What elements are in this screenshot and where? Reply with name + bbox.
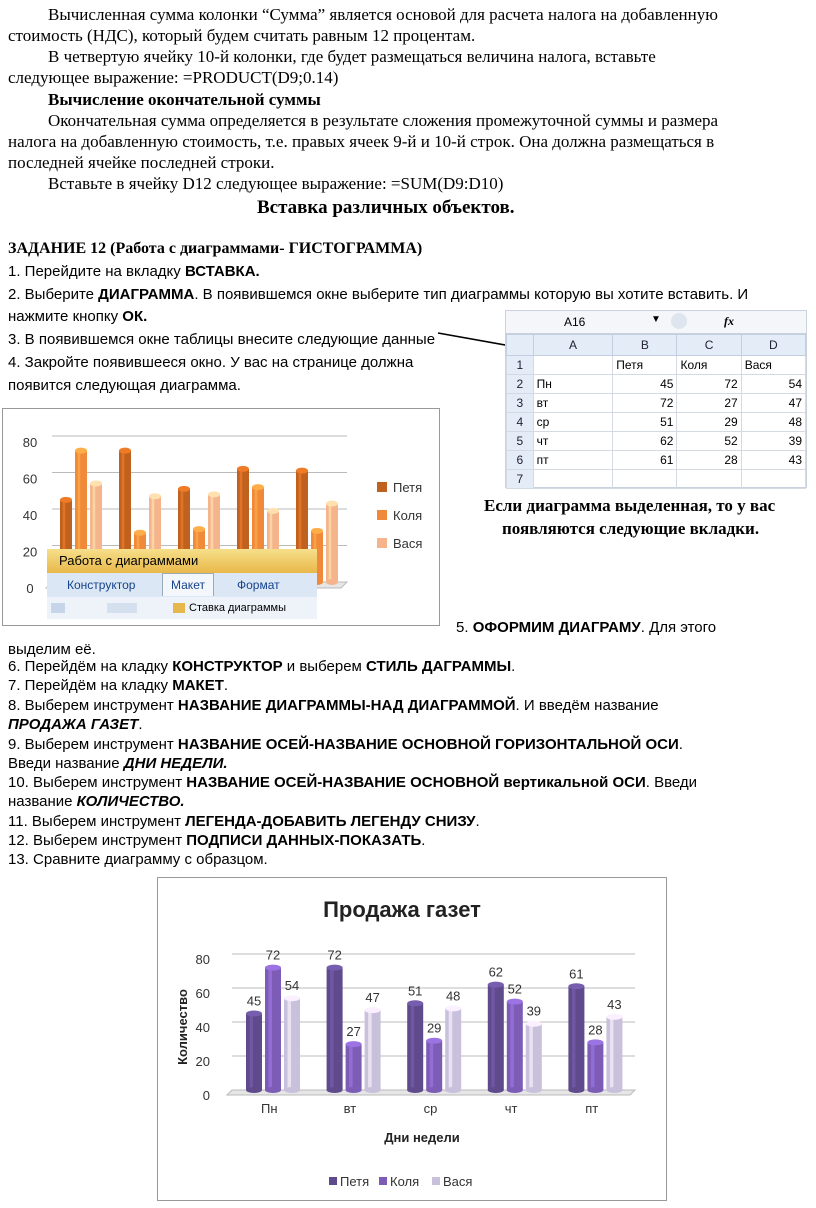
table-cell[interactable]: 28	[677, 451, 741, 470]
table-cell[interactable]: 72	[613, 394, 677, 413]
para-sum: Вставьте в ячейку D12 следующее выражение: =SUM(D9:D10)	[48, 174, 504, 193]
spreadsheet-grid	[506, 334, 806, 489]
table-cell[interactable]: Коля	[677, 356, 741, 375]
y-tick-label: 0	[202, 1088, 210, 1103]
section-title: Вставка различных объектов.	[257, 197, 515, 218]
row-header[interactable]: 4	[507, 413, 534, 432]
step-5-num: 5.	[456, 619, 473, 636]
data-label: 47	[365, 990, 380, 1006]
tab-konstruktor[interactable]: Конструктор	[67, 578, 136, 592]
bar-Коля-Пн	[265, 965, 281, 1093]
chart-tools-ribbon	[47, 549, 317, 619]
heading-final-sum: Вычисление окончательной суммы	[48, 90, 321, 109]
x-tick-label: вт	[343, 1101, 357, 1116]
data-label: 45	[246, 993, 262, 1009]
step-7-text: 7. Перейдём на кладку	[8, 677, 173, 694]
legend-swatch	[377, 482, 387, 492]
step-11-text: 11. Выберем инструмент	[8, 813, 186, 830]
step-10-line2	[8, 791, 185, 813]
step-2	[8, 284, 813, 306]
para-product	[48, 46, 656, 67]
step-8-bi: ПРОДАЖА ГАЗЕТ	[8, 716, 139, 733]
step-7	[8, 675, 228, 697]
step-2-post: . В появившемся окне выберите тип диаграммы которую вы хотите вставить. И	[194, 286, 749, 303]
bar-Петя-ср	[407, 1000, 423, 1093]
column-header[interactable]: D	[741, 335, 805, 356]
legend-label: Коля	[393, 508, 423, 523]
step-3: 3. В появившемся окне таблицы внесите следующие данные	[8, 331, 436, 348]
table-cell[interactable]: 43	[741, 451, 805, 470]
table-cell[interactable]: чт	[533, 432, 613, 451]
table-row	[507, 432, 806, 451]
step-9-text: 9. Выберем инструмент	[8, 736, 178, 753]
ribbon-tool-icon	[51, 603, 65, 613]
step-10-bi: КОЛИЧЕСТВО.	[76, 793, 185, 810]
bar-Коля-чт	[507, 999, 523, 1093]
y-tick-label: 40	[22, 508, 38, 523]
para-product-line1: В четвертую ячейку 10-й колонки, где будет размещаться величина налога, вставьте	[48, 47, 656, 66]
y-tick-label: 40	[195, 1020, 210, 1035]
y-tick-label: 60	[22, 471, 38, 487]
data-label: 27	[346, 1024, 361, 1040]
data-label: 43	[607, 996, 622, 1012]
table-cell[interactable]: вт	[533, 394, 613, 413]
step-6-text: 6. Перейдём на кладку	[8, 658, 173, 675]
step-10-line2-text: название	[8, 793, 77, 810]
step-7-post: .	[223, 677, 229, 694]
ribbon-tool-icon-2	[107, 603, 137, 613]
table-cell[interactable]: Вася	[741, 356, 805, 375]
legend-swatch	[379, 1177, 387, 1185]
x-axis-title: Дни недели	[384, 1130, 460, 1145]
data-label: 28	[588, 1022, 603, 1038]
x-tick-label: чт	[504, 1101, 518, 1116]
legend-swatch	[432, 1177, 440, 1185]
data-label: 72	[327, 947, 342, 963]
step-9-line2-text: Введи название	[8, 755, 124, 772]
step-2-text: 2. Выберите	[8, 286, 99, 303]
step-2-line2-text: нажмите кнопку	[8, 308, 123, 325]
step-12-post: .	[421, 832, 426, 849]
data-label: 48	[445, 988, 461, 1004]
table-cell[interactable]: 45	[613, 375, 677, 394]
dots-icon	[671, 313, 687, 329]
table-cell[interactable]	[741, 470, 805, 489]
step-5	[456, 617, 716, 639]
ribbon-tabs	[47, 573, 317, 597]
table-cell[interactable]	[677, 470, 741, 489]
table-cell[interactable]: 61	[613, 451, 677, 470]
step-11-b: ЛЕГЕНДА-ДОБАВИТЬ ЛЕГЕНДУ СНИЗУ	[185, 813, 476, 830]
para-final-cont	[8, 131, 714, 173]
data-label: 29	[426, 1020, 442, 1036]
step-10-b: НАЗВАНИЕ ОСЕЙ-НАЗВАНИЕ ОСНОВНОЙ вертикальной ОСИ	[186, 774, 646, 791]
table-row	[507, 470, 806, 489]
para-vat	[48, 4, 808, 25]
data-label: 52	[507, 981, 523, 997]
y-tick-label: 80	[195, 952, 210, 967]
table-cell[interactable]: 52	[677, 432, 741, 451]
step-4-line1: 4. Закройте появившееся окно. У вас на странице должна	[8, 354, 414, 371]
para-product-line2: следующее выражение: =PRODUCT(D9;0.14)	[8, 68, 339, 87]
column-header[interactable]: C	[677, 335, 741, 356]
corner-cell[interactable]	[507, 335, 534, 356]
step-1	[8, 261, 260, 283]
data-label: 51	[407, 983, 423, 999]
step-11-post: .	[475, 813, 480, 830]
y-tick-label: 60	[195, 986, 210, 1001]
row-header[interactable]: 7	[507, 470, 534, 489]
para-final-line3: последней ячейке последней строки.	[8, 153, 275, 172]
data-label: 39	[526, 1003, 542, 1019]
step-5-post: . Для этого	[640, 619, 717, 636]
row-header[interactable]: 5	[507, 432, 534, 451]
y-tick-label: 0	[26, 581, 34, 596]
para-final-line1: Окончательная сумма определяется в результате сложения промежуточной суммы и размера	[48, 111, 719, 130]
bar-Петя-вт	[327, 965, 343, 1093]
step-1-bold: ВСТАВКА.	[184, 263, 260, 280]
chart-title: Продажа газет	[323, 897, 481, 922]
ribbon-hint: Ставка диаграммы	[189, 602, 287, 614]
table-cell[interactable]: 62	[613, 432, 677, 451]
bar-Вася-чт	[526, 1021, 542, 1093]
row-header[interactable]: 1	[507, 356, 534, 375]
ribbon-title: Работа с диаграммами	[47, 549, 317, 573]
chart-purple[interactable]	[157, 877, 667, 1201]
table-cell[interactable]: 48	[741, 413, 805, 432]
data-label: 72	[265, 947, 281, 963]
task-title: ЗАДАНИЕ 12 (Работа с диаграммами- ГИСТОГРАММА)	[8, 240, 423, 257]
bar-Коля-пт	[587, 1039, 603, 1093]
row-header[interactable]: 2	[507, 375, 534, 394]
bar-Вася-вт	[365, 1007, 381, 1093]
y-tick-label: 20	[195, 1054, 210, 1069]
step-2-ok: ОК.	[122, 308, 148, 325]
para-vat-line1: Вычисленная сумма колонки “Сумма” является основой для расчета налога на добавленную	[48, 5, 718, 24]
step-1-text: 1. Перейдите на вкладку	[8, 263, 185, 280]
column-header[interactable]: B	[613, 335, 677, 356]
x-tick-label: Пн	[261, 1101, 278, 1116]
step-10-text: 10. Выберем инструмент	[8, 774, 187, 791]
table-cell[interactable]: 29	[677, 413, 741, 432]
data-label: 54	[284, 978, 300, 994]
step-2-line2	[8, 306, 147, 328]
table-cell[interactable]: 51	[613, 413, 677, 432]
tab-maket[interactable]: Макет	[162, 573, 214, 596]
para-final	[48, 110, 718, 131]
formula-bar	[506, 311, 806, 334]
bar-Коля-вт	[346, 1041, 362, 1093]
legend-swatch	[329, 1177, 337, 1185]
legend-swatch	[377, 510, 387, 520]
x-tick-label: ср	[423, 1101, 438, 1116]
step-4-line2: появится следующая диаграмма.	[8, 377, 241, 394]
step-9-bi: ДНИ НЕДЕЛИ.	[123, 755, 228, 772]
step-9-post: .	[678, 736, 683, 753]
step-5-bold: ОФОРМИМ ДИАГРАМУ	[472, 619, 641, 636]
para-vat-line2: стоимость (НДС), который будем считать равным 12 процентам.	[8, 26, 476, 45]
step-8-post: . И введём название	[515, 697, 659, 714]
table-row	[507, 451, 806, 470]
data-label: 61	[569, 966, 584, 982]
legend-label: Петя	[393, 480, 423, 495]
table-cell[interactable]: Пн	[533, 375, 613, 394]
step-13: 13. Сравните диаграмму с образцом.	[8, 851, 268, 868]
table-cell[interactable]: 39	[741, 432, 805, 451]
step-6-b1: КОНСТРУКТОР	[172, 658, 283, 675]
table-cell[interactable]: ср	[533, 413, 613, 432]
bar-Петя-чт	[488, 982, 504, 1093]
step-8-line2	[8, 714, 143, 736]
para-vat-cont	[8, 25, 808, 46]
step-2-bold: ДИАГРАММА	[98, 286, 195, 303]
table-cell[interactable]: пт	[533, 451, 613, 470]
bar-Вася-пт	[326, 501, 338, 585]
fx-icon: fx	[724, 314, 734, 328]
y-axis-title: Количество	[175, 989, 190, 1065]
table-cell[interactable]: 27	[677, 394, 741, 413]
legend-label: Коля	[390, 1174, 420, 1189]
table-cell[interactable]: Петя	[613, 356, 677, 375]
table-cell[interactable]: 72	[677, 375, 741, 394]
step-12-b: ПОДПИСИ ДАННЫХ-ПОКАЗАТЬ	[186, 832, 422, 849]
step-8-text: 8. Выберем инструмент	[8, 697, 178, 714]
step-12-text: 12. Выберем инструмент	[8, 832, 187, 849]
bar-Петя-Пн	[246, 1011, 262, 1094]
ribbon-body	[47, 597, 317, 619]
table-row	[507, 413, 806, 432]
bar-Вася-ср	[445, 1005, 461, 1093]
row-header[interactable]: 6	[507, 451, 534, 470]
table-cell[interactable]	[613, 470, 677, 489]
table-cell[interactable]	[533, 470, 613, 489]
ribbon-tool-icon-3	[173, 603, 185, 613]
table-row	[507, 356, 806, 375]
para-product-cont	[8, 67, 338, 88]
step-8-end: .	[138, 716, 143, 733]
table-cell[interactable]	[533, 356, 613, 375]
step-6-post: .	[511, 658, 516, 675]
table-row	[507, 394, 806, 413]
legend-label: Вася	[443, 1174, 473, 1189]
y-tick-label: 20	[22, 544, 38, 560]
row-header[interactable]: 3	[507, 394, 534, 413]
table-cell[interactable]: 54	[741, 375, 805, 394]
bar-Петя-пт	[568, 983, 584, 1093]
name-box: A16	[564, 315, 586, 329]
legend-label: Петя	[340, 1174, 370, 1189]
bar-Коля-ср	[426, 1038, 442, 1093]
legend-swatch	[377, 538, 387, 548]
bar-Вася-Пн	[284, 995, 300, 1093]
chevron-down-icon: ▼	[651, 314, 661, 325]
step-10-post: . Введи	[645, 774, 698, 791]
step-8-b: НАЗВАНИЕ ДИАГРАММЫ-НАД ДИАГРАММОЙ	[177, 697, 516, 714]
data-label: 62	[488, 964, 504, 980]
bar-Вася-пт	[606, 1014, 622, 1093]
column-header[interactable]: A	[533, 335, 613, 356]
x-tick-label: пт	[585, 1101, 599, 1116]
selected-note-line1: Если диаграмма выделенная, то у вас	[484, 496, 776, 515]
step-6-b2: СТИЛЬ ДАГРАММЫ	[366, 658, 512, 675]
table-row	[507, 375, 806, 394]
spreadsheet-screenshot	[505, 310, 807, 488]
step-7-b: МАКЕТ	[172, 677, 224, 694]
para-final-line2: налога на добавленную стоимость, т.е. правых ячеек 9-й и 10-й строк. Она должна размещаться в	[8, 132, 715, 151]
table-cell[interactable]: 47	[741, 394, 805, 413]
step-5-line2: выделим её.	[8, 641, 96, 658]
legend-label: Вася	[393, 536, 423, 551]
y-tick-label: 80	[22, 435, 38, 450]
step-6-mid: и выберем	[282, 658, 367, 675]
tab-format[interactable]: Формат	[237, 578, 280, 592]
selected-note-line2: появляются следующие вкладки.	[502, 519, 760, 538]
step-9-b: НАЗВАНИЕ ОСЕЙ-НАЗВАНИЕ ОСНОВНОЙ ГОРИЗОНТАЛЬНОЙ ОСИ	[177, 736, 679, 753]
